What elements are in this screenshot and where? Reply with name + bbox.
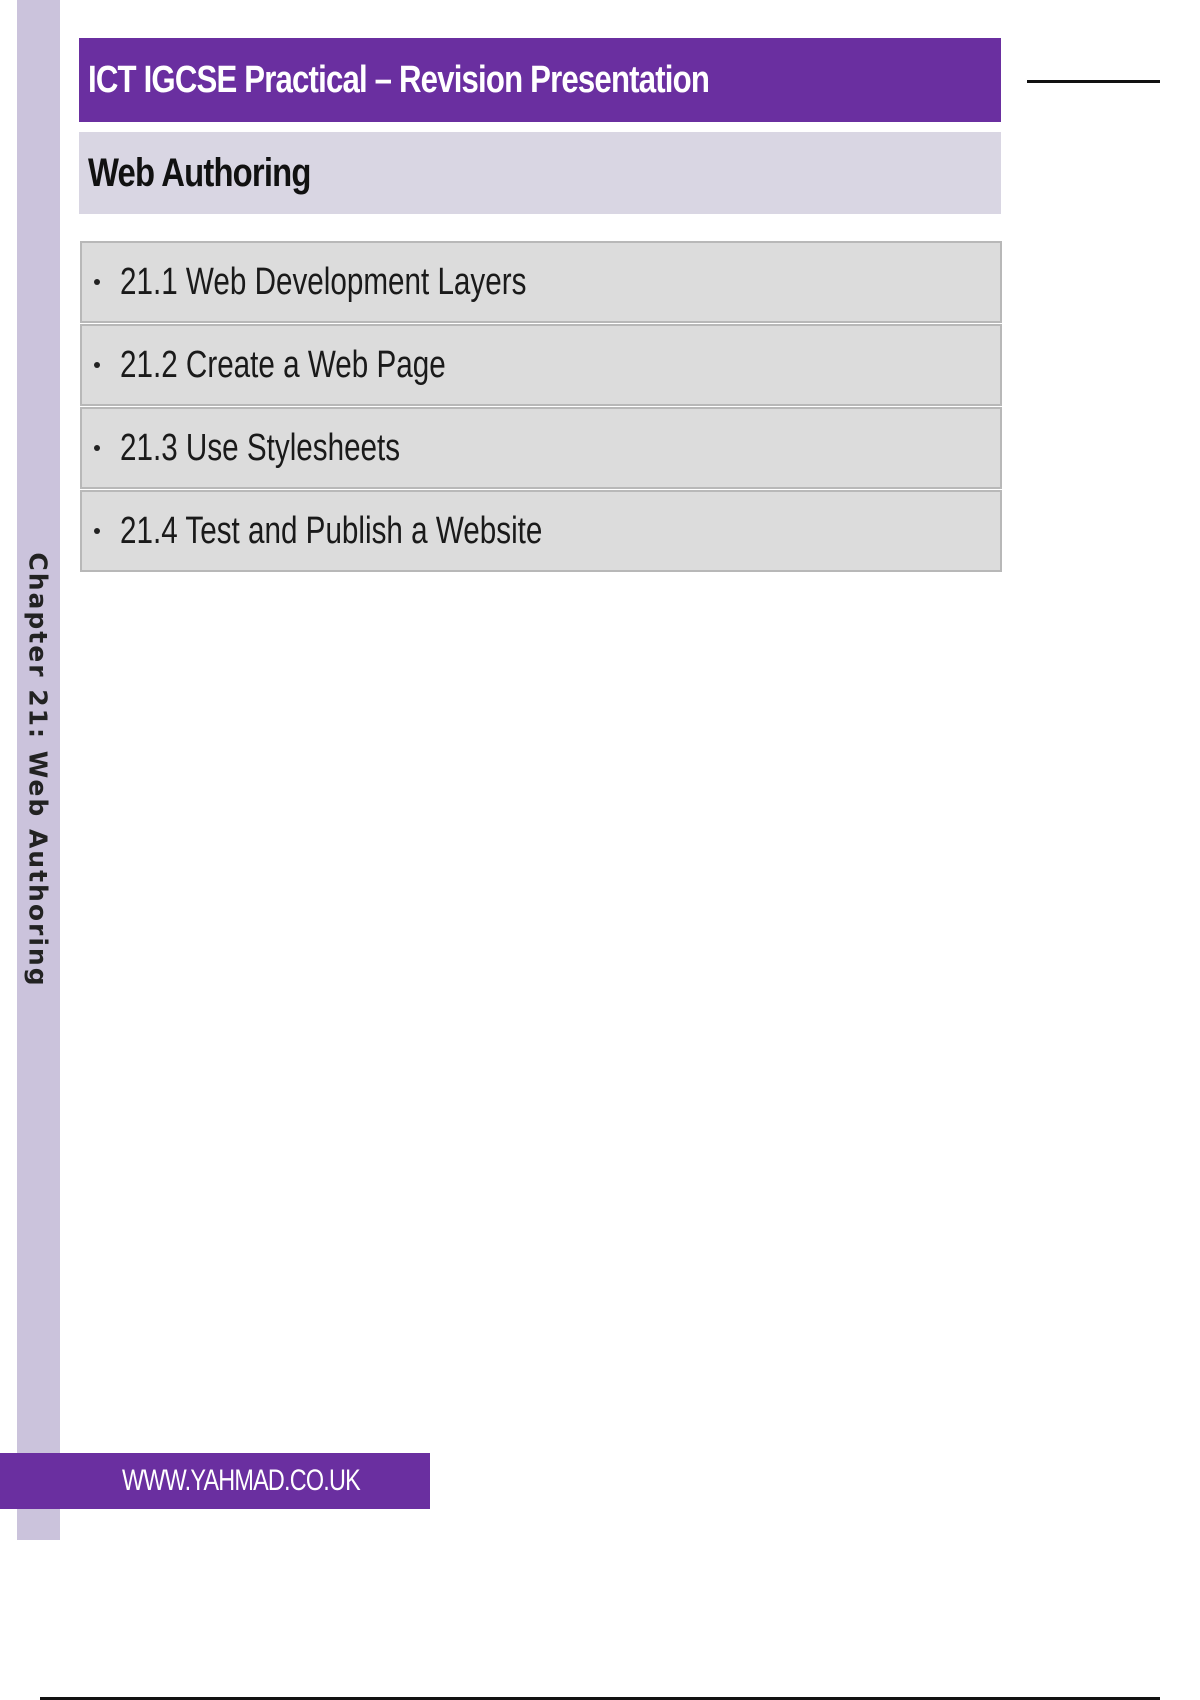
bullet-icon — [94, 445, 100, 451]
topic-label: 21.3 Use Stylesheets — [120, 426, 401, 469]
bullet-icon — [94, 279, 100, 285]
top-divider — [1027, 80, 1160, 83]
bullet-icon — [94, 362, 100, 368]
topic-item[interactable] — [80, 324, 1002, 406]
topic-list — [80, 241, 1002, 573]
subtitle-bar — [79, 132, 1001, 214]
topic-label: 21.1 Web Development Layers — [120, 260, 527, 303]
page-title: ICT IGCSE Practical – Revision Presentation — [88, 58, 710, 101]
topic-label: 21.4 Test and Publish a Website — [120, 509, 543, 552]
topic-item[interactable] — [80, 490, 1002, 572]
bullet-icon — [94, 528, 100, 534]
footer-bar — [0, 1453, 430, 1509]
topic-item[interactable] — [80, 241, 1002, 323]
chapter-label: Chapter 21: Web Authoring — [23, 552, 53, 988]
website-link[interactable]: WWW.YAHMAD.CO.UK — [122, 1464, 360, 1497]
section-title: Web Authoring — [88, 150, 311, 195]
title-bar — [79, 38, 1001, 122]
topic-item[interactable] — [80, 407, 1002, 489]
topic-label: 21.2 Create a Web Page — [120, 343, 446, 386]
